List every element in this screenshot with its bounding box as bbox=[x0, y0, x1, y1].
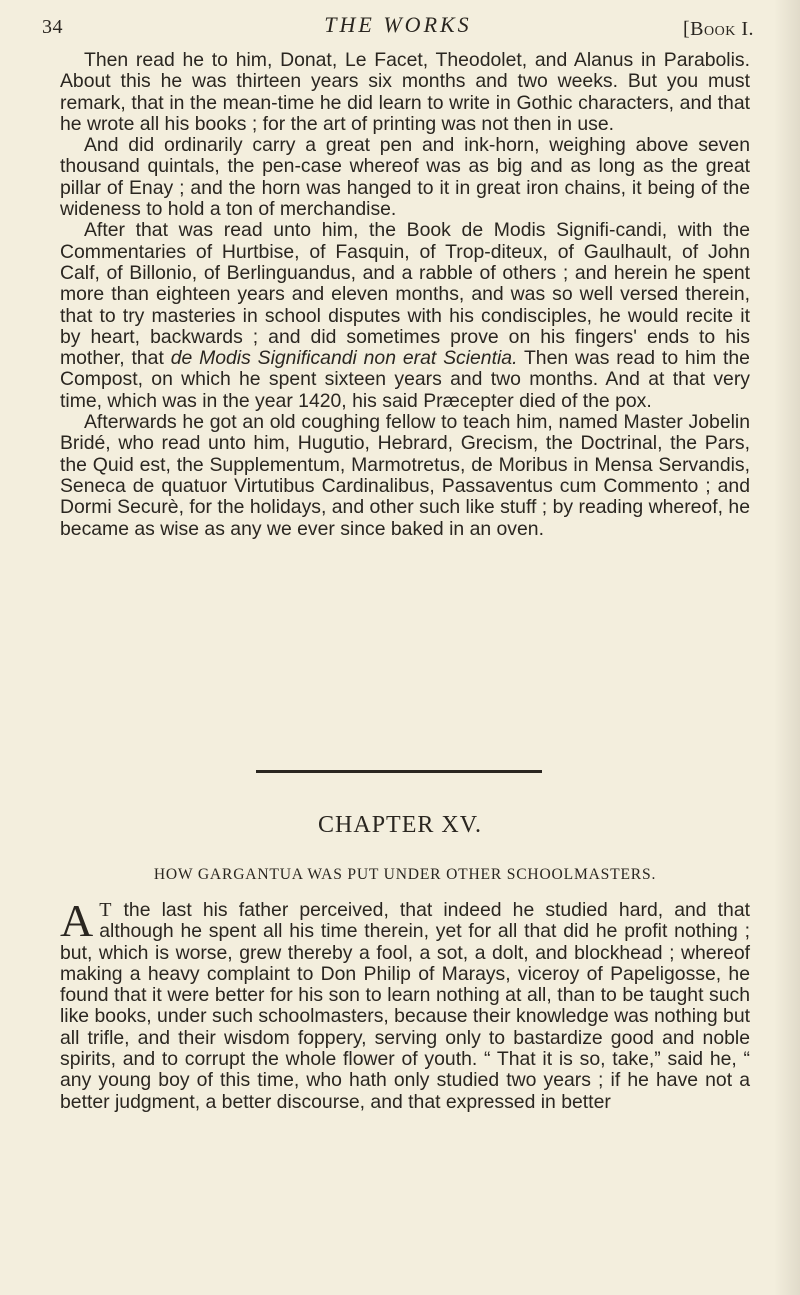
chapter-body bbox=[60, 895, 750, 1113]
drop-cap: A bbox=[60, 895, 94, 946]
running-head bbox=[42, 6, 754, 46]
chapter-subtitle: HOW GARGANTUA WAS PUT UNDER OTHER SCHOOLMASTERS. bbox=[153, 866, 657, 883]
chapter-text: the last his father perceived, that indeed he studied hard, and that although he spent all his time therein, yet for all that did he profit nothing ; but, which is worse, grew thereby a fool, a sot, a dolt, and blockhead ; whereof making a heavy complaint to Don Philip of Marays, viceroy of Papeligosse, he found that it were better for his son to learn nothing at all, than to be taught such like books, under such schoolmasters, because their knowledge was nothing but all trifle, and their wisdom foppery, serving only to bastardize good and noble spirits, and to corrupt the whole flower of youth. “ That it is so, take,” said he, “ any young boy of this time, who hath only studied two years ; if he have not a better judgment, a better discourse, and that expressed in better bbox=[60, 899, 750, 1113]
lead-caps: T bbox=[99, 899, 113, 921]
paragraph-text: After that was read unto him, the Book de Modis Signifi-candi, with the Commentaries of Hurtbise, of Fasquin, of Trop-diteux, of Gaulhault, of John Calf, of Billonio, of Berlinguandus, and a rabble of others ; and herein he spent more than eighteen years and eleven months, and was so well versed therein, that to try masteries in school disputes with his condisciples, he would recite it by heart, backwards ; and did sometimes prove on his fingers' ends to his mother, that bbox=[60, 219, 750, 370]
running-title: THE WORKS bbox=[324, 12, 472, 37]
book-marker: [Book I. bbox=[683, 18, 754, 40]
latin-phrase: de Modis Significandi non erat Scientia. bbox=[170, 347, 518, 370]
paragraph: And did ordinarily carry a great pen and ink-horn, weighing above seven thousand quintals, the pen-case whereof was as big and as long as the great pillar of Enay ; and the horn was hanged to it in great iron chains, it being of the wideness to hold a ton of merchandise. bbox=[60, 134, 750, 221]
page-number: 34 bbox=[42, 16, 63, 38]
chapter-title: CHAPTER XV. bbox=[318, 812, 482, 838]
page-edge-shadow bbox=[774, 0, 800, 1295]
paragraph: Afterwards he got an old coughing fellow to teach him, named Master Jobelin Bridé, who read unto him, Hugutio, Hebrard, Grecism, the Doctrinal, the Pars, the Quid est, the Supplementum, Marmotretus, de Moribus in Mensa Servandis, Seneca de quatuor Virtutibus Cardinalibus, Passaventus cum Commento ; and Dormi Securè, for the holidays, and other such like stuff ; by reading whereof, he became as wise as any we ever since baked in an oven. bbox=[60, 411, 750, 540]
section-divider bbox=[256, 770, 542, 773]
body-text bbox=[60, 50, 750, 540]
paragraph bbox=[60, 220, 750, 412]
paragraph-text: Then was read to him the Compost, on which he spent sixteen years and two months. And at that very time, which was in the year 1420, his said Præcepter died of the pox. bbox=[60, 347, 750, 412]
paragraph: Then read he to him, Donat, Le Facet, Theodolet, and Alanus in Parabolis. About this he was thirteen years six months and two weeks. But you must remark, that in the mean-time he did learn to write in Gothic characters, and that he wrote all his books ; for the art of printing was not then in use. bbox=[60, 49, 750, 135]
